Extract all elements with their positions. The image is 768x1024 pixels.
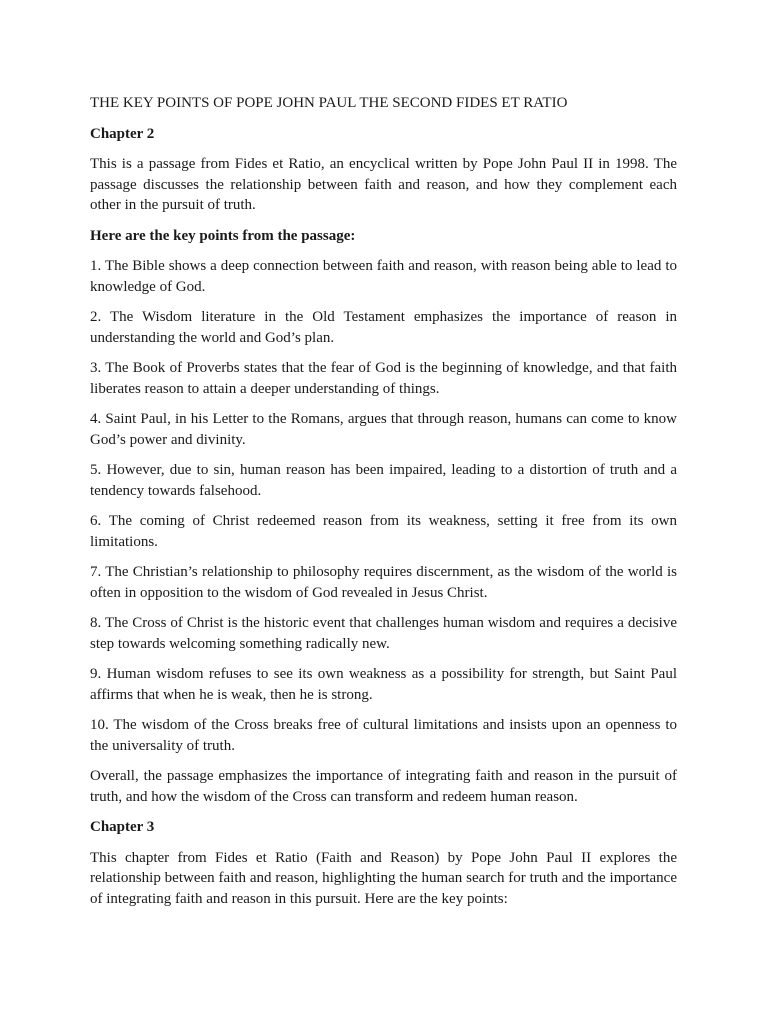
chapter-2-summary: Overall, the passage emphasizes the importance of integrating faith and reason in the pursuit of truth, and how the wisdom of the Cross can transform and redeem human reason. [90,768,677,805]
chapter-2-heading: Chapter 2 [90,125,155,142]
key-point-6: 6. The coming of Christ redeemed reason from its weakness, setting it free from its own limitations. [90,513,677,550]
chapter-2-intro: This is a passage from Fides et Ratio, an encyclical written by Pope John Paul II in 1998. The passage discusses the relationship between faith and reason, and how they complement each other in the pursuit of truth. [90,156,677,213]
key-point-10: 10. The wisdom of the Cross breaks free of cultural limitations and insists upon an openness to the universality of truth. [90,717,677,754]
key-point-5: 5. However, due to sin, human reason has been impaired, leading to a distortion of truth and a tendency towards falsehood. [90,462,677,499]
key-points-heading: Here are the key points from the passage: [90,227,356,244]
key-point-4: 4. Saint Paul, in his Letter to the Romans, argues that through reason, humans can come to know God’s power and divinity. [90,411,677,448]
key-point-7: 7. The Christian’s relationship to philosophy requires discernment, as the wisdom of the world is often in opposition to the wisdom of God revealed in Jesus Christ. [90,564,677,601]
key-point-1: 1. The Bible shows a deep connection between faith and reason, with reason being able to lead to knowledge of God. [90,258,677,295]
key-point-3: 3. The Book of Proverbs states that the fear of God is the beginning of knowledge, and that faith liberates reason to attain a deeper understanding of things. [90,360,677,397]
document-page [90,93,677,919]
chapter-3-heading: Chapter 3 [90,819,155,835]
key-point-9: 9. Human wisdom refuses to see its own weakness as a possibility for strength, but Saint Paul affirms that when he is weak, then he is strong. [90,666,677,703]
key-point-2: 2. The Wisdom literature in the Old Testament emphasizes the importance of reason in understanding the world and God’s plan. [90,309,677,346]
document-title: THE KEY POINTS OF POPE JOHN PAUL THE SECOND FIDES ET RATIO [90,95,568,111]
key-point-8: 8. The Cross of Christ is the historic event that challenges human wisdom and requires a decisive step towards welcoming something radically new. [90,615,677,652]
chapter-3-intro: This chapter from Fides et Ratio (Faith and Reason) by Pope John Paul II explores the relationship between faith and reason, highlighting the human search for truth and the importance of integrating faith and reason in this pursuit. Here are the key points: [90,849,677,907]
